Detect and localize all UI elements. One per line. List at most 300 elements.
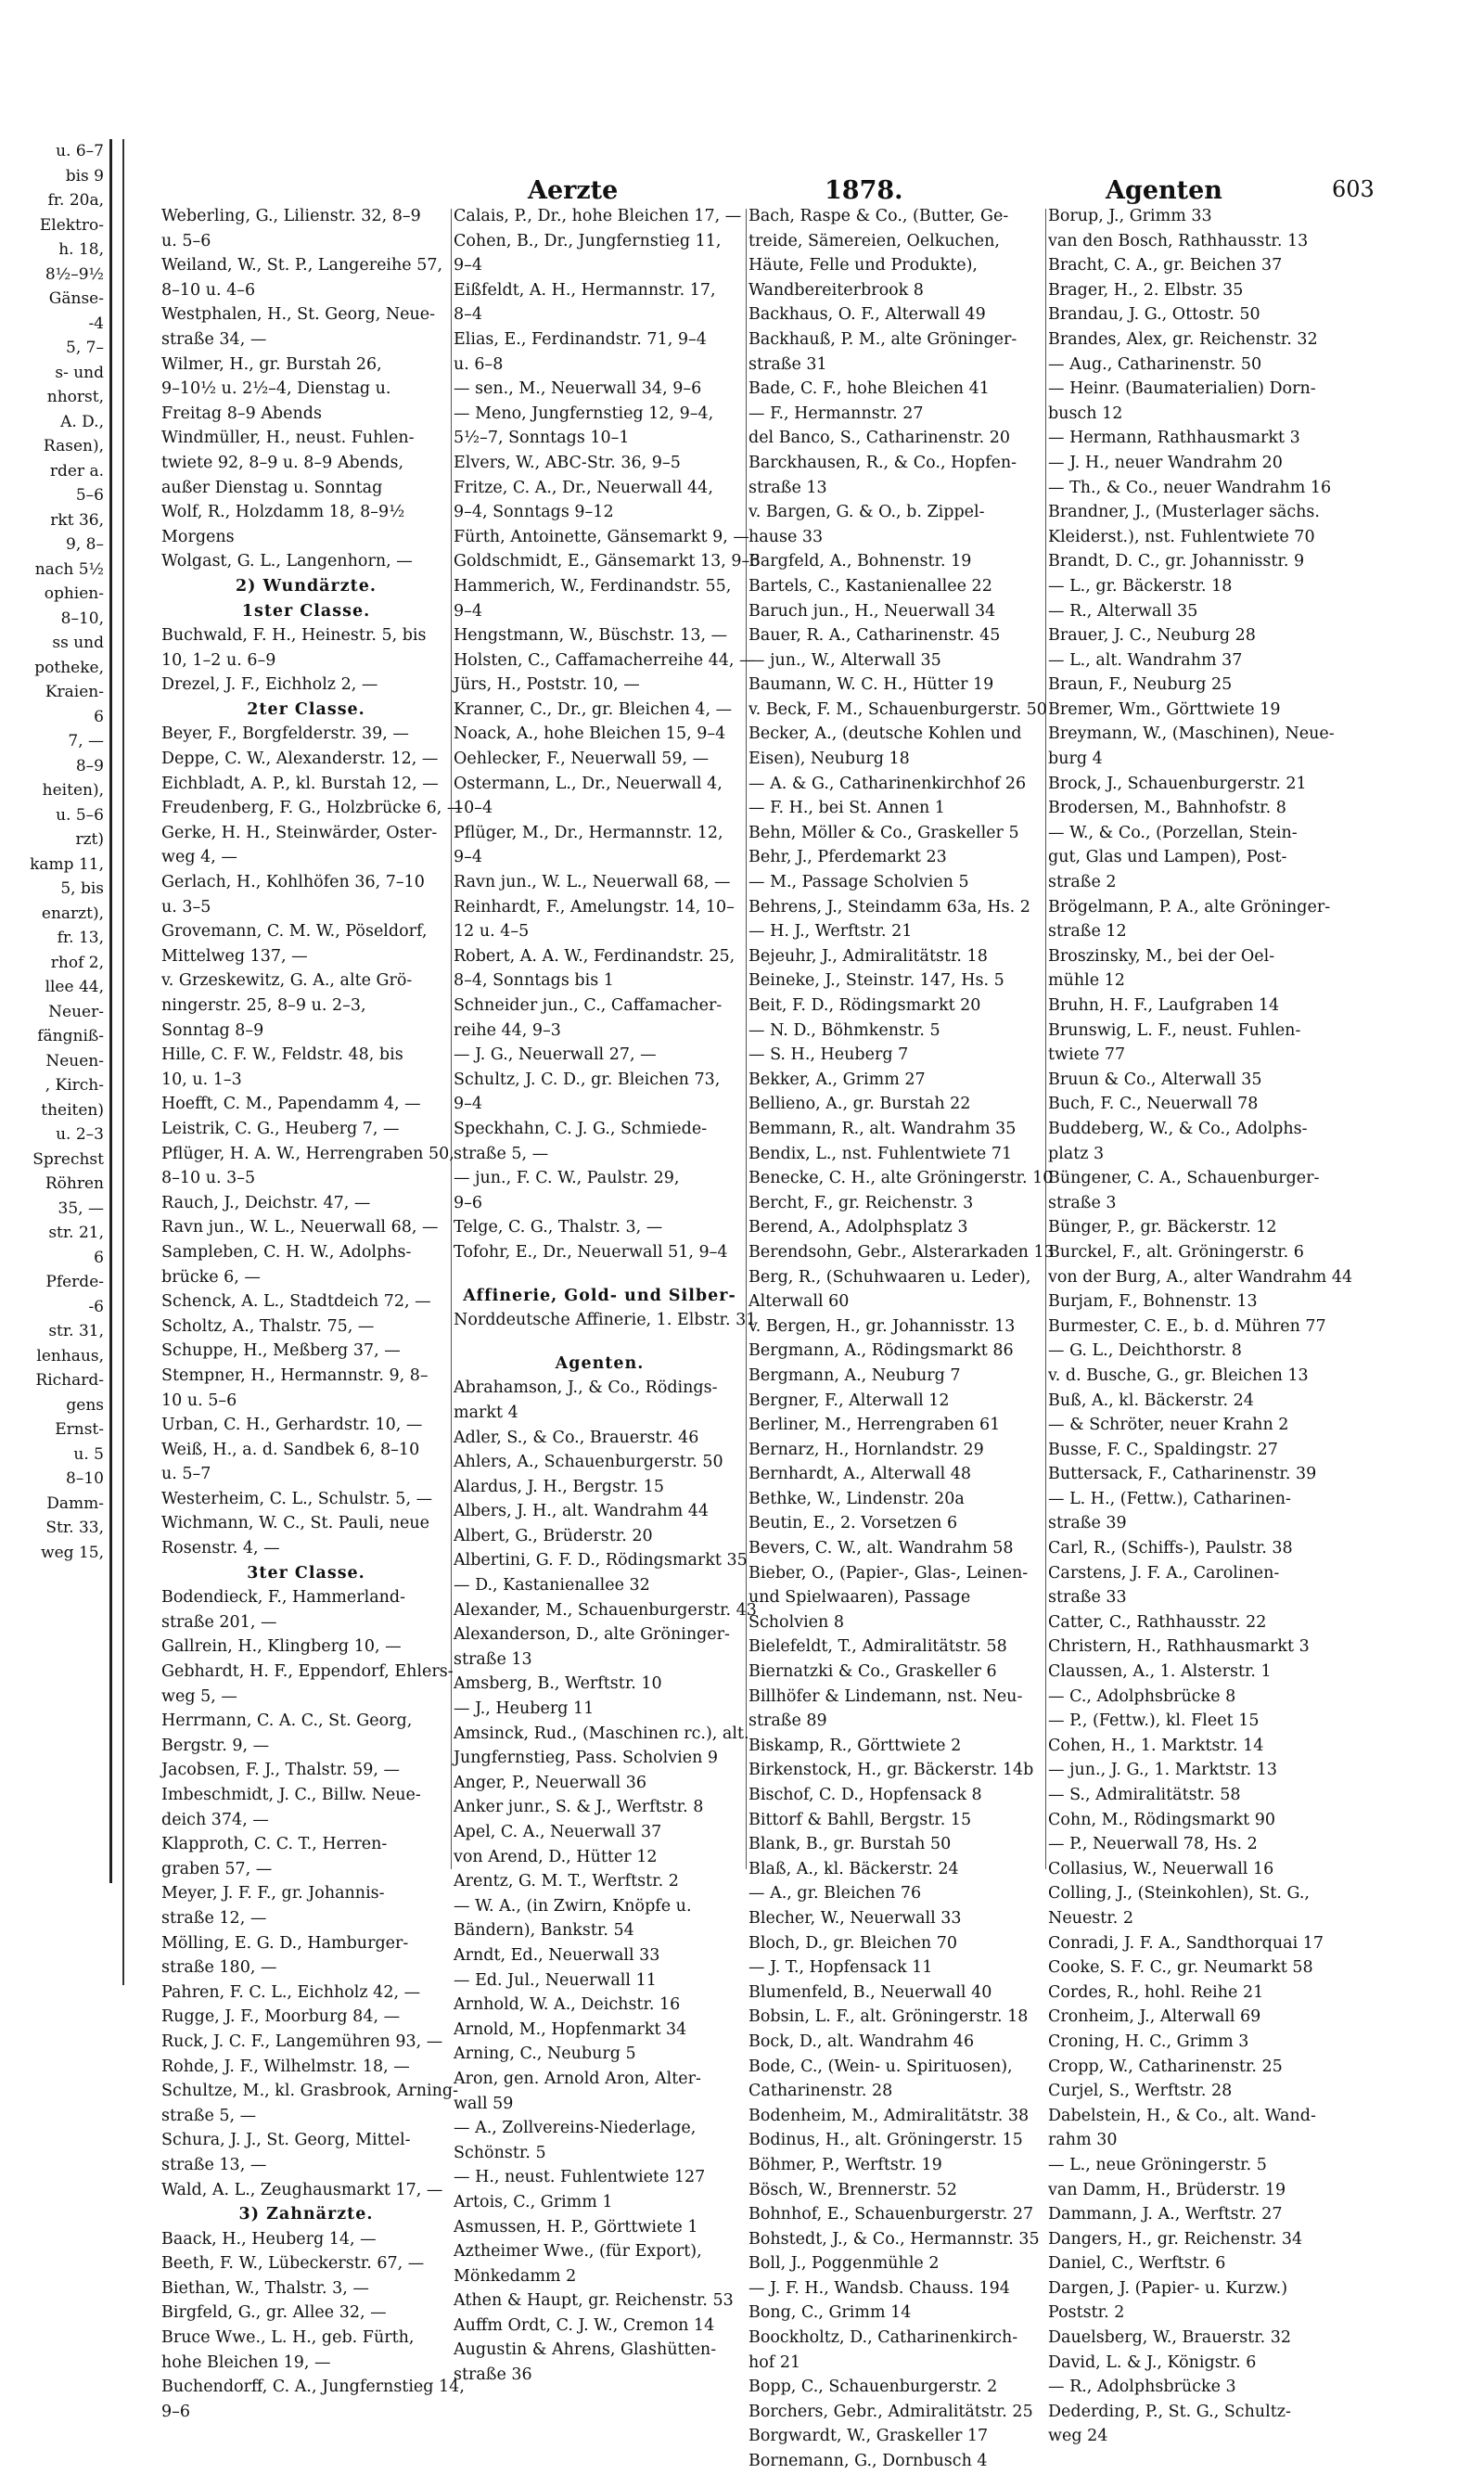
directory-entry: Alterwall 60 [748,1292,850,1312]
directory-entry: 9–6 [454,1193,483,1212]
directory-entry: Schultze, M., kl. Grasbrook, Arning- [161,2082,458,2101]
directory-entry: Morgens [161,527,235,546]
directory-entry: Jungfernstieg, Pass. Scholvien 9 [454,1749,719,1768]
directory-entry: Kranner, C., Dr., gr. Bleichen 4, — [454,699,733,719]
directory-entry: Bernarz, H., Hornlandstr. 29 [748,1440,984,1459]
directory-entry: Goldschmidt, E., Gänsemarkt 13, 9–6 [454,552,761,571]
directory-entry: — J. T., Hopfensack 11 [748,1958,933,1978]
directory-entry: — J. H., neuer Wandrahm 20 [1048,453,1283,472]
directory-entry: Cohen, H., 1. Marktstr. 14 [1048,1736,1264,1755]
directory-entry: Bendix, L., nst. Fuhlentwiete 71 [748,1144,1013,1163]
directory-entry: Dangers, H., gr. Reichenstr. 34 [1048,2229,1303,2249]
directory-entry: Bopp, C., Schauenburgerstr. 2 [748,2378,998,2397]
directory-entry: — P., Neuerwall 78, Hs. 2 [1048,1835,1258,1854]
left-page-line: A. D., [60,412,104,431]
left-page-line: lenhaus, [36,1346,104,1365]
directory-entry: straße 39 [1048,1514,1127,1533]
directory-entry: v. Bargen, G. & O., b. Zippel- [748,503,985,522]
section-gap [454,1265,746,1284]
directory-entry: — sen., M., Neuerwall 34, 9–6 [454,379,702,399]
directory-entry: weg 4, — [161,848,237,867]
directory-entry: — jun., F. C. W., Paulstr. 29, [454,1169,680,1188]
directory-entry: Gebhardt, H. F., Eppendorf, Ehlers- [161,1662,454,1682]
left-page-line: 5–6 [75,486,104,505]
section-heading: Affinerie, Gold- und Silber- [463,1286,736,1305]
directory-entry: straße 34, — [161,329,267,349]
directory-entry: Wolf, R., Holzdamm 18, 8–9½ [161,503,405,522]
directory-entry: platz 3 [1048,1144,1105,1163]
directory-entry: Behr, J., Pferdemarkt 23 [748,848,947,867]
directory-entry: Westphalen, H., St. Georg, Neue- [161,305,436,325]
directory-entry: straße 180, — [161,1958,277,1978]
directory-entry: — L., neue Gröningerstr. 5 [1048,2155,1267,2174]
directory-entry: Schuppe, H., Meßberg 37, — [161,1341,401,1361]
directory-entry: Breymann, W., (Maschinen), Neue- [1048,724,1335,744]
directory-entry: Imbeschmidt, J. C., Billw. Neue- [161,1786,421,1804]
directory-entry: Berendsohn, Gebr., Alsterarkaden 13 [748,1242,1055,1262]
directory-entry: Albertini, G. F. D., Rödingsmarkt 35 [454,1551,748,1570]
directory-entry: Bergmann, A., Rödingsmarkt 86 [748,1341,1014,1361]
left-page-line: fr. 20a, [47,191,104,210]
left-page-line: llee 44, [45,978,104,996]
directory-entry: van Damm, H., Brüderstr. 19 [1048,2180,1286,2199]
directory-entry: Baack, H., Heuberg 14, — [161,2229,377,2249]
header-left: Aerzte [528,176,619,205]
directory-entry: Bohnhof, E., Schauenburgerstr. 27 [748,2205,1034,2224]
directory-entry: — F., Hermannstr. 27 [748,404,924,423]
directory-entry: Becker, A., (deutsche Kohlen und [748,724,1022,744]
left-page-line: -4 [88,314,104,333]
directory-entry: Boockholtz, D., Catharinenkirch- [748,2328,1018,2348]
directory-entry: treide, Sämereien, Oelkuchen, [748,231,1000,250]
directory-entry: Carl, R., (Schiffs-), Paulstr. 38 [1048,1539,1293,1558]
directory-entry: Buch, F. C., Neuerwall 78 [1048,1095,1259,1114]
directory-entry: Sonntag 8–9 [161,1020,264,1040]
directory-entry: 9–4 [454,848,483,867]
directory-entry: Daniel, C., Werftstr. 6 [1048,2254,1226,2274]
directory-entry: Berliner, M., Herrengraben 61 [748,1416,1001,1435]
directory-entry: v. Bergen, H., gr. Johannisstr. 13 [748,1316,1016,1336]
directory-entry: — F. H., bei St. Annen 1 [748,799,945,818]
directory-entry: Bode, C., (Wein- u. Spirituosen), [748,2057,1013,2076]
directory-entry: mühle 12 [1048,971,1125,991]
directory-entry: Hammerich, W., Ferdinandstr. 55, [454,576,732,596]
directory-entry: Schultz, J. C. D., gr. Bleichen 73, [454,1070,721,1089]
section-heading: 2) Wundärzte. [236,576,377,596]
directory-entry: — W. A., (in Zwirn, Knöpfe u. [454,1896,692,1916]
directory-entry: Eißfeldt, A. H., Hermannstr. 17, [454,280,716,300]
directory-entry: Beutin, E., 2. Vorsetzen 6 [748,1514,958,1533]
directory-entry: Alexanderson, D., alte Gröninger- [454,1625,730,1645]
directory-entry: Bischof, C. D., Hopfensack 8 [748,1786,982,1804]
directory-entry: weg 5, — [161,1686,237,1706]
directory-entry: wall 59 [454,2094,514,2113]
directory-entry: Bemmann, R., alt. Wandrahm 35 [748,1119,1017,1138]
left-page-line: Neuer- [48,1002,104,1021]
directory-entry: van den Bosch, Rathhausstr. 13 [1048,231,1309,250]
directory-entry: straße 5, — [454,1144,549,1163]
directory-entry: Claussen, A., 1. Alsterstr. 1 [1048,1662,1272,1682]
directory-entry: Ruck, J. C. F., Langemühren 93, — [161,2032,443,2051]
directory-entry: Ravn jun., W. L., Neuerwall 68, — [454,873,731,892]
directory-entry: Collasius, W., Neuerwall 16 [1048,1859,1274,1878]
directory-entry: Pflüger, H. A. W., Herrengraben 50, [161,1144,454,1163]
left-page-fragment [0,139,112,1883]
directory-entry: Jürs, H., Poststr. 10, — [454,675,640,695]
directory-entry: 9–6 [161,2402,191,2421]
directory-entry: — C., Adolphsbrücke 8 [1048,1686,1236,1706]
directory-entry: straße 36 [454,2365,532,2385]
directory-entry: Bergner, F., Alterwall 12 [748,1391,950,1410]
left-page-line: weg 15, [41,1543,104,1562]
directory-entry: Bohstedt, J., & Co., Hermannstr. 35 [748,2229,1040,2249]
directory-entry: Buchwald, F. H., Heinestr. 5, bis [161,626,427,646]
directory-entry: hof 21 [748,2352,801,2372]
left-page-line: Neuen- [45,1051,104,1070]
left-page-line: str. 21, [48,1224,104,1242]
left-page-line: str. 31, [48,1322,104,1340]
directory-entry: Sampleben, C. H. W., Adolphs- [161,1242,412,1262]
directory-entry: Buddeberg, W., & Co., Adolphs- [1048,1119,1308,1138]
directory-entry: straße 12 [1048,922,1127,942]
directory-entry: Baruch jun., H., Neuerwall 34 [748,601,996,621]
directory-entry: Arentz, G. M. T., Werftstr. 2 [454,1872,679,1891]
page-number: 603 [1332,176,1375,202]
directory-entry: Weiland, W., St. P., Langereihe 57, [161,256,443,276]
left-page-line: Kraien- [45,683,104,701]
directory-entry: 10 u. 5–6 [161,1391,237,1410]
directory-entry: Schura, J. J., St. Georg, Mittel- [161,2131,411,2150]
directory-entry: Scholtz, A., Thalstr. 75, — [161,1316,375,1336]
left-page-line: 5, bis [60,879,104,898]
directory-entry: Auffm Ordt, C. J. W., Cremon 14 [454,2315,715,2335]
left-page-line: Gänse- [48,289,104,308]
directory-entry: Biskamp, R., Görttwiete 2 [748,1736,962,1755]
directory-entry: Poststr. 2 [1048,2303,1125,2323]
left-page-line: fängniß- [37,1027,104,1045]
directory-entry: Schneider jun., C., Caffamacher- [454,996,723,1015]
left-page-line: Röhren [45,1174,104,1193]
directory-entry: Neuestr. 2 [1048,1908,1134,1928]
directory-entry: v. Grzeskewitz, G. A., alte Grö- [161,971,413,991]
directory-entry: Kleiderst.), nst. Fuhlentwiete 70 [1048,527,1315,546]
directory-entry: Speckhahn, C. J. G., Schmiede- [454,1119,708,1138]
directory-entry: Hille, C. F. W., Feldstr. 48, bis [161,1045,403,1065]
directory-entry: von Arend, D., Hütter 12 [454,1847,658,1866]
directory-entry: Dauelsberg, W., Brauerstr. 32 [1048,2328,1292,2348]
directory-entry: Brögelmann, P. A., alte Gröninger- [1048,897,1331,917]
directory-entry: — A., gr. Bleichen 76 [748,1884,922,1904]
directory-entry: — P., (Fettw.), kl. Fleet 15 [1048,1711,1260,1731]
directory-entry: — A. & G., Catharinenkirchhof 26 [748,774,1027,793]
directory-entry: — & Schröter, neuer Krahn 2 [1048,1416,1289,1435]
left-page-line: nach 5½ [34,559,104,579]
directory-entry: Brandau, J. G., Ottostr. 50 [1048,305,1260,325]
directory-entry: Blank, B., gr. Burstah 50 [748,1835,952,1854]
directory-entry: — S., Admiralitätstr. 58 [1048,1786,1241,1804]
directory-entry: Apel, C. A., Neuerwall 37 [454,1823,662,1841]
directory-entry: Häute, Felle und Produkte), [748,256,978,276]
directory-entry: Cooke, S. F. C., gr. Neumarkt 58 [1048,1958,1313,1978]
left-page-line: fr. 13, [57,929,104,947]
left-page-line: heiten), [42,781,104,800]
directory-page [122,139,1375,2471]
directory-entry: Anker junr., S. & J., Werftstr. 8 [454,1798,704,1817]
left-page-line: Pferde- [45,1273,104,1291]
directory-entry: weg 24 [1048,2427,1108,2446]
directory-entry: deich 374, — [161,1810,269,1829]
left-page-line: Richard- [35,1371,104,1390]
directory-entry: Norddeutsche Affinerie, 1. Elbstr. 31 [454,1311,757,1330]
directory-entry: Aztheimer Wwe., (für Export), [454,2242,702,2262]
left-page-line: Ernst- [55,1420,104,1439]
directory-entry: Bauer, R. A., Catharinenstr. 45 [748,626,1001,646]
directory-entry: Adler, S., & Co., Brauerstr. 46 [454,1428,699,1447]
column-2 [454,204,761,2385]
directory-entry: Beineke, J., Steinstr. 147, Hs. 5 [748,971,1004,991]
directory-entry: Blumenfeld, B., Neuerwall 40 [748,1982,992,2002]
section-heading: 3) Zahnärzte. [238,2205,374,2224]
directory-entry: Weberling, G., Lilienstr. 32, 8–9 [161,207,421,225]
left-page-line: Damm- [46,1493,104,1513]
directory-entry: Catharinenstr. 28 [748,2082,893,2101]
directory-entry: straße 3 [1048,1193,1117,1212]
left-page-line: bis 9 [65,166,104,186]
directory-entry: 5½–7, Sonntags 10–1 [454,429,630,448]
directory-entry: Eisen), Neuburg 18 [748,750,910,769]
directory-entry: Wolgast, G. L., Langenhorn, — [161,552,413,571]
directory-entry: außer Dienstag u. Sonntag [161,478,383,497]
directory-entry: Bruun & Co., Alterwall 35 [1048,1070,1262,1089]
directory-entry: Burckel, F., alt. Gröningerstr. 6 [1048,1242,1304,1262]
directory-entry: Gallrein, H., Klingberg 10, — [161,1637,402,1657]
directory-entry: Mönkedamm 2 [454,2266,577,2286]
directory-entry: Bernhardt, A., Alterwall 48 [748,1465,972,1484]
directory-entry: Borup, J., Grimm 33 [1048,207,1212,225]
directory-entry: Backhaus, O. F., Alterwall 49 [748,305,986,325]
directory-entry: Burmester, C. E., b. d. Mühren 77 [1048,1316,1326,1336]
directory-entry: 9–4, Sonntags 9–12 [454,503,614,522]
directory-entry: Bielefeldt, T., Admiralitätstr. 58 [748,1637,1007,1657]
directory-entry: — N. D., Böhmkenstr. 5 [748,1020,940,1040]
section-heading: 1ster Classe. [241,601,371,621]
directory-entry: Cohn, M., Rödingsmarkt 90 [1048,1810,1276,1829]
directory-entry: Holsten, C., Caffamacherreihe 44, — [454,650,756,670]
section-heading: 3ter Classe. [247,1563,365,1583]
column-1 [161,204,465,2421]
header-right: Agenten [1106,176,1222,205]
directory-entry: Elvers, W., ABC-Str. 36, 9–5 [454,453,681,472]
directory-entry: Athen & Haupt, gr. Reichenstr. 53 [454,2291,734,2311]
directory-entry: 9–4 [454,256,483,276]
left-page-line: theiten) [41,1100,104,1120]
directory-entry: 8–4, Sonntags bis 1 [454,971,614,991]
section-gap [454,1333,746,1352]
directory-entry: David, L. & J., Königstr. 6 [1048,2352,1257,2372]
directory-entry: Bellieno, A., gr. Burstah 22 [748,1095,971,1114]
directory-entry: Bargfeld, A., Bohnenstr. 19 [748,552,972,571]
directory-entry: — Ed. Jul., Neuerwall 11 [454,1970,657,1990]
directory-entry: Buttersack, F., Catharinenstr. 39 [1048,1465,1317,1484]
left-page-line: 35, — [58,1199,104,1218]
directory-entry: Biethan, W., Thalstr. 3, — [161,2278,369,2298]
directory-entry: Beit, F. D., Rödingsmarkt 20 [748,996,981,1015]
directory-entry: Dabelstein, H., & Co., alt. Wand- [1048,2106,1316,2125]
directory-entry: 10, 1–2 u. 6–9 [161,650,276,670]
left-page-line: 9, 8– [66,535,104,554]
directory-entry: Beyer, F., Borgfelderstr. 39, — [161,724,409,744]
directory-entry: Behn, Möller & Co., Graskeller 5 [748,823,1019,842]
directory-entry: Amsinck, Rud., (Maschinen rc.), alt. [454,1724,749,1743]
directory-entry: — J. F. H., Wandsb. Chauss. 194 [748,2278,1010,2298]
left-page-line: -6 [88,1297,104,1316]
directory-entry: Biernatzki & Co., Graskeller 6 [748,1662,997,1682]
column-4 [1048,204,1353,2446]
directory-entry: — H. J., Werftstr. 21 [748,922,913,942]
directory-entry: Ahlers, A., Schauenburgerstr. 50 [454,1453,723,1472]
left-page-line: 5, 7– [66,339,104,357]
directory-entry: — S. H., Heuberg 7 [748,1045,909,1065]
directory-entry: — Meno, Jungfernstieg 12, 9–4, [454,404,714,423]
directory-entry: — jun., J. G., 1. Marktstr. 13 [1048,1761,1278,1780]
directory-entry: Cohen, B., Dr., Jungfernstieg 11, [454,231,722,250]
directory-entry: Stempner, H., Hermannstr. 9, 8– [161,1365,429,1385]
directory-entry: ningerstr. 25, 8–9 u. 2–3, [161,996,366,1015]
directory-entry: Büngener, C. A., Schauenburger- [1048,1169,1320,1188]
directory-entry: Benecke, C. H., alte Gröningerstr. 10 [748,1169,1054,1188]
directory-entry: Scholvien 8 [748,1612,845,1632]
directory-entry: Cropp, W., Catharinenstr. 25 [1048,2057,1283,2076]
directory-entry: Calais, P., Dr., hohe Bleichen 17, — [454,207,742,225]
directory-entry: Bade, C. F., hohe Bleichen 41 [748,379,990,399]
directory-entry: Noack, A., hohe Bleichen 15, 9–4 [454,724,726,744]
left-page-line: Str. 33, [45,1519,104,1537]
directory-entry: Meyer, J. F. F., gr. Johannis- [161,1884,385,1904]
directory-entry: Bobsin, L. F., alt. Gröningerstr. 18 [748,2007,1029,2027]
directory-entry: Brunswig, L. F., neust. Fuhlen- [1048,1020,1301,1040]
directory-entry: Fritze, C. A., Dr., Neuerwall 44, [454,478,713,497]
directory-entry: Fürth, Antoinette, Gänsemarkt 9, — [454,527,749,546]
left-page-line: 7, — [68,732,104,750]
left-page-line: gens [66,1395,104,1415]
directory-entry: Dammann, J. A., Werftstr. 27 [1048,2205,1283,2224]
directory-entry: — W., & Co., (Porzellan, Stein- [1048,823,1298,842]
directory-entry: Wichmann, W. C., St. Pauli, neue [161,1514,429,1533]
directory-entry: Barckhausen, R., & Co., Hopfen- [748,453,1017,472]
directory-entry: Cronheim, J., Alterwall 69 [1048,2007,1261,2027]
directory-entry: u. 5–6 [161,231,211,250]
directory-entry: Arning, C., Neuburg 5 [454,2045,636,2064]
left-page-line: s- und [55,363,104,382]
directory-entry: straße 13 [454,1649,532,1669]
directory-entry: Oehlecker, F., Neuerwall 59, — [454,750,710,769]
directory-entry: Schönstr. 5 [454,2143,546,2162]
directory-entry: brücke 6, — [161,1267,261,1287]
directory-entry: v. d. Busche, G., gr. Bleichen 13 [1048,1365,1309,1385]
column-rule [451,209,452,1869]
directory-entry: Leistrik, C. G., Heuberg 7, — [161,1119,400,1138]
directory-entry: — R., Adolphsbrücke 3 [1048,2378,1236,2397]
directory-entry: u. 6–8 [454,354,504,374]
left-page-line: Elektro- [39,215,104,235]
directory-entry: 8–4 [454,305,483,325]
directory-entry: — Hermann, Rathhausmarkt 3 [1048,429,1300,448]
directory-entry: 8–10 u. 4–6 [161,280,256,300]
directory-entry: Brandes, Alex, gr. Reichenstr. 32 [1048,329,1318,349]
left-page-line: 8–9 [75,756,104,776]
directory-entry: Klapproth, C. C. T., Herren- [161,1835,388,1854]
left-page-line: ss und [52,634,104,652]
directory-entry: Dargen, J. (Papier- u. Kurzw.) [1048,2278,1288,2298]
directory-entry: — M., Passage Scholvien 5 [748,873,969,892]
directory-entry: Mittelweg 137, — [161,946,308,966]
directory-entry: Artois, C., Grimm 1 [454,2192,613,2211]
directory-entry: Hoefft, C. M., Papendamm 4, — [161,1095,421,1114]
directory-entry: Alexander, M., Schauenburgerstr. 43 [454,1600,757,1620]
directory-entry: u. 3–5 [161,897,211,917]
directory-entry: Albers, J. H., alt. Wandrahm 44 [454,1502,710,1521]
directory-entry: — L., gr. Bäckerstr. 18 [1048,576,1233,596]
directory-entry: Pflüger, M., Dr., Hermannstr. 12, [454,823,723,842]
left-page-line: Sprechst [32,1149,104,1169]
left-page-line: u. 2–3 [56,1125,104,1144]
directory-entry: Bösch, W., Brennerstr. 52 [748,2180,957,2199]
directory-entry: — G. L., Deichthorstr. 8 [1048,1341,1242,1361]
left-page-line: , Kirch- [45,1076,104,1095]
directory-entry: — A., Zollvereins-Niederlage, [454,2119,697,2138]
directory-entry: reihe 44, 9–3 [454,1020,561,1040]
directory-entry: straße 5, — [161,2106,257,2125]
directory-entry: — jun., W., Alterwall 35 [748,650,941,670]
directory-entry: Albert, G., Brüderstr. 20 [454,1526,653,1545]
directory-entry: Drezel, J. F., Eichholz 2, — [161,675,378,695]
directory-entry: Gerke, H. H., Steinwärder, Oster- [161,823,438,842]
directory-entry: Rohde, J. F., Wilhelmstr. 18, — [161,2057,410,2076]
directory-entry: Grovemann, C. M. W., Pöseldorf, [161,922,428,942]
directory-entry: Freudenberg, F. G., Holzbrücke 6, — [161,799,464,818]
directory-entry: Bodendieck, F., Hammerland- [161,1588,406,1608]
directory-entry: Arnhold, W. A., Deichstr. 16 [454,1995,681,2015]
left-page-line: nhorst, [46,388,104,406]
directory-entry: Bercht, F., gr. Reichenstr. 3 [748,1193,974,1212]
directory-entry: Arnold, M., Hopfenmarkt 34 [454,2019,687,2039]
directory-entry: — H., neust. Fuhlentwiete 127 [454,2168,706,2187]
left-page-line: potheke, [34,658,104,677]
directory-entry: Braun, F., Neuburg 25 [1048,675,1233,695]
directory-entry: Beeth, F. W., Lübeckerstr. 67, — [161,2254,425,2274]
left-page-line: rder a. [49,461,104,481]
directory-entry: 9–4 [454,601,483,621]
directory-entry: Catter, C., Rathhausstr. 22 [1048,1612,1267,1632]
directory-entry: Ostermann, L., Dr., Neuerwall 4, [454,774,723,793]
left-page-line: rzt) [75,830,104,849]
directory-entry: Bruhn, H. F., Laufgraben 14 [1048,996,1280,1015]
directory-entry: Blecher, W., Neuerwall 33 [748,1908,962,1928]
directory-entry: Brodersen, M., Bahnhofstr. 8 [1048,799,1286,818]
directory-entry: rahm 30 [1048,2131,1118,2150]
directory-entry: Berend, A., Adolphsplatz 3 [748,1218,968,1237]
directory-entry: von der Burg, A., alter Wandrahm 44 [1048,1267,1353,1287]
directory-entry: Bodinus, H., alt. Gröningerstr. 15 [748,2131,1023,2150]
directory-entry: Brauer, J. C., Neuburg 28 [1048,626,1256,646]
directory-entry: Reinhardt, F., Amelungstr. 14, 10– [454,897,735,917]
directory-entry: Croning, H. C., Grimm 3 [1048,2032,1249,2051]
directory-entry: Tofohr, E., Dr., Neuerwall 51, 9–4 [454,1242,728,1262]
directory-entry: Bekker, A., Grimm 27 [748,1070,926,1089]
directory-entry: Bach, Raspe & Co., (Butter, Ge- [748,207,1009,225]
directory-entry: — J., Heuberg 11 [454,1699,595,1719]
directory-entry: 10–4 [454,799,493,818]
